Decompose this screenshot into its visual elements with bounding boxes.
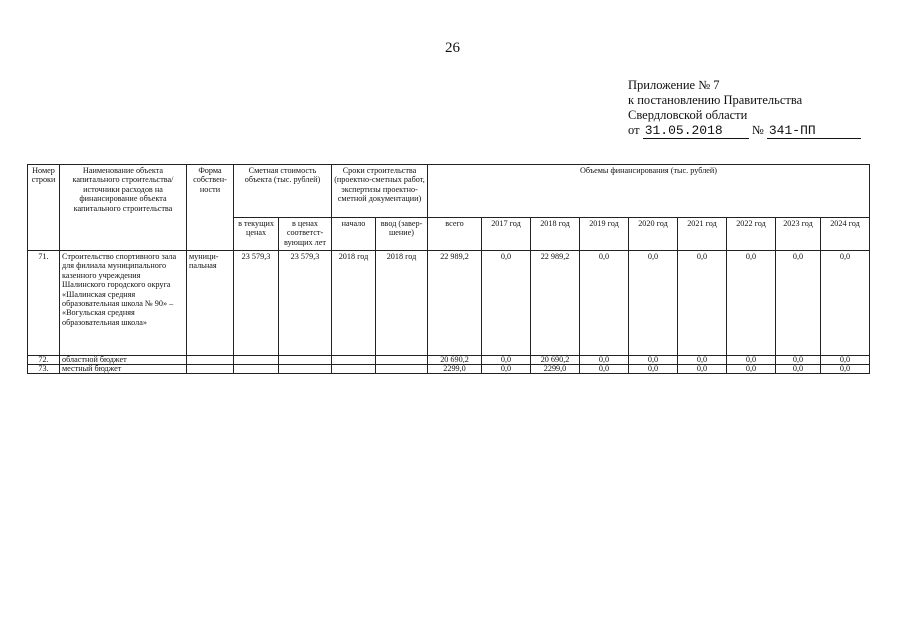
row-year-value: 0,0 <box>727 251 776 356</box>
header-row-number: Номер строки <box>28 165 60 251</box>
row-cost-years <box>279 356 332 365</box>
header-year: 2023 год <box>776 218 821 251</box>
row-ownership-form <box>187 356 234 365</box>
header-ownership-form: Форма собствен-ности <box>187 165 234 251</box>
row-year-value: 0,0 <box>821 365 870 374</box>
row-year-value: 0,0 <box>727 356 776 365</box>
header-end: ввод (завер-шение) <box>376 218 428 251</box>
row-year-value: 0,0 <box>821 251 870 356</box>
decree-number: 341-ПП <box>767 123 861 139</box>
row-cost-years <box>279 365 332 374</box>
row-year-value: 0,0 <box>629 251 678 356</box>
header-start: начало <box>332 218 376 251</box>
row-number: 73. <box>28 365 60 374</box>
row-cost-current: 23 579,3 <box>234 251 279 356</box>
row-year-value: 0,0 <box>580 251 629 356</box>
row-year-value: 0,0 <box>678 365 727 374</box>
row-end: 2018 год <box>376 251 428 356</box>
header-year: 2017 год <box>482 218 531 251</box>
row-year-value: 0,0 <box>629 356 678 365</box>
header-year: 2020 год <box>629 218 678 251</box>
row-year-value: 0,0 <box>678 356 727 365</box>
row-start <box>332 365 376 374</box>
row-end <box>376 365 428 374</box>
row-year-value: 0,0 <box>482 251 531 356</box>
row-cost-years: 23 579,3 <box>279 251 332 356</box>
row-number: 71. <box>28 251 60 356</box>
row-year-value: 0,0 <box>776 365 821 374</box>
row-ownership-form <box>187 365 234 374</box>
row-ownership-form: муници-пальная <box>187 251 234 356</box>
header-total: всего <box>428 218 482 251</box>
row-year-value: 0,0 <box>580 356 629 365</box>
table-row <box>28 251 870 356</box>
row-total: 2299,0 <box>428 365 482 374</box>
header-financing-volumes: Объемы финансирования (тыс. рублей) <box>428 165 870 218</box>
row-end <box>376 356 428 365</box>
page-number: 26 <box>445 40 460 56</box>
row-object-name: Строительство спортивного зала для филиала муниципального казенного учреждения Шалинского городского округа «Шалинская средняя образовательная школа № 90» – «Вогульская средняя образовательная школа» <box>60 251 187 356</box>
header-estimated-cost: Сметная стоимость объекта (тыс. рублей) <box>234 165 332 218</box>
appendix-region-line: Свердловской области <box>628 108 748 122</box>
header-year: 2021 год <box>678 218 727 251</box>
header-year: 2024 год <box>821 218 870 251</box>
row-year-value: 22 989,2 <box>531 251 580 356</box>
appendix-title: Приложение № 7 <box>628 78 720 92</box>
row-year-value: 0,0 <box>821 356 870 365</box>
row-total: 20 690,2 <box>428 356 482 365</box>
row-year-value: 0,0 <box>482 365 531 374</box>
financing-table <box>27 164 870 374</box>
row-year-value: 0,0 <box>580 365 629 374</box>
decree-date: 31.05.2018 <box>643 123 749 139</box>
header-construction-terms: Сроки строительства (проектно-сметных работ, экспертизы проектно-сметной документации) <box>332 165 428 218</box>
table-row <box>28 365 870 374</box>
row-start: 2018 год <box>332 251 376 356</box>
appendix-header <box>628 78 861 139</box>
row-year-value: 0,0 <box>678 251 727 356</box>
row-cost-current <box>234 365 279 374</box>
number-prefix: № <box>751 123 764 137</box>
row-total: 22 989,2 <box>428 251 482 356</box>
header-cost-years: в ценах соответст-вующих лет <box>279 218 332 251</box>
appendix-date-line <box>628 123 861 139</box>
row-year-value: 2299,0 <box>531 365 580 374</box>
row-year-value: 0,0 <box>629 365 678 374</box>
row-number: 72. <box>28 356 60 365</box>
header-cost-current: в текущих ценах <box>234 218 279 251</box>
row-cost-current <box>234 356 279 365</box>
header-year: 2022 год <box>727 218 776 251</box>
header-year: 2018 год <box>531 218 580 251</box>
row-year-value: 0,0 <box>776 251 821 356</box>
row-object-name: местный бюджет <box>60 365 187 374</box>
row-year-value: 20 690,2 <box>531 356 580 365</box>
date-prefix: от <box>628 123 640 137</box>
header-object-name: Наименование объекта капитального строительства/ источники расходов на финансирование объекта капитального строительства <box>60 165 187 251</box>
appendix-decree-line: к постановлению Правительства <box>628 93 803 107</box>
row-object-name: областной бюджет <box>60 356 187 365</box>
row-year-value: 0,0 <box>727 365 776 374</box>
header-year: 2019 год <box>580 218 629 251</box>
row-start <box>332 356 376 365</box>
row-year-value: 0,0 <box>776 356 821 365</box>
row-year-value: 0,0 <box>482 356 531 365</box>
